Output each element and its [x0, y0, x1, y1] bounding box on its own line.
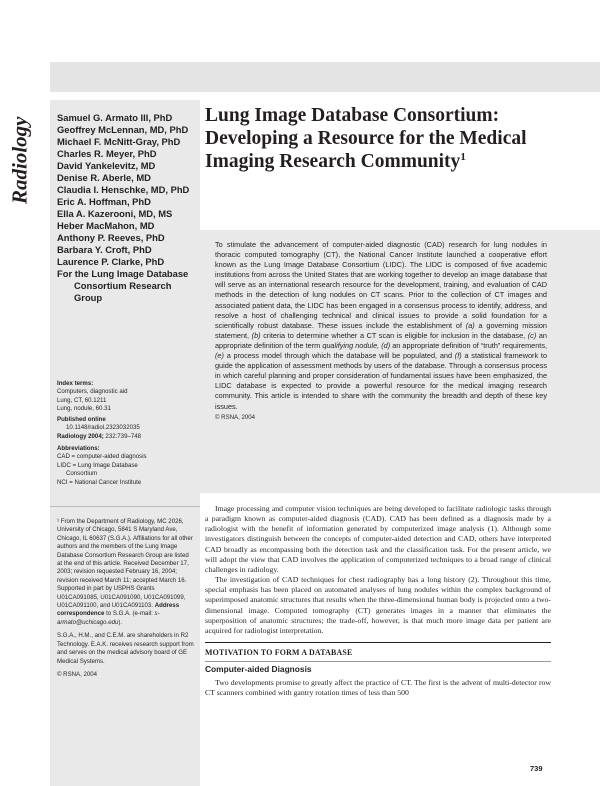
body-paragraph: Image processing and computer vision techniques are being developed to facilitate radiologic tasks through a paradigm known as computer-aided diagnosis (CAD). CAD has been defined as a diagnosis made by a radiologist with the benefit of information generated by computerized image analysis (1). Although some investigators distinguish between the concepts of computer-aided detection and CAD, others have interpreted CAD broadly as encompassing both the detection task and the classification task. For the present article, we will adopt the view that CAD involves the application of computerized techniques to a broad range of clinical challenges in radiology. — [205, 504, 551, 574]
abbreviations — [57, 445, 195, 487]
section-rule — [205, 661, 551, 662]
affiliation-note — [57, 518, 194, 627]
abbreviation: NCI = National Cancer Institute — [57, 478, 142, 486]
journal-name: Radiology — [7, 116, 32, 204]
author: Laurence P. Clarke, PhD — [57, 256, 165, 267]
abstract-part: a process model through which the database will be populated, and — [223, 351, 455, 361]
index-terms-heading: Index terms: — [57, 380, 94, 387]
address-label: Address correspondence — [57, 602, 180, 618]
abstract-part: an appropriate definition of the term — [215, 330, 547, 350]
abbreviation: CAD = computer-aided diagnosis — [57, 453, 147, 461]
abstract — [215, 240, 547, 422]
abstract-part: a statistical framework to guide the application of assessment methods by users of the database. Through a consensus process in which careful planning and proper consideration of fundamental issues have been emphasized, the LIDC database is expected to provide a powerful resource for the medical imaging research community. This article is intended to share with the community the breadth and depth of these key issues. — [215, 351, 547, 411]
abbreviation: LIDC = Lung Image Database — [57, 461, 138, 469]
disclosure: S.G.A., H.M., and C.E.M. are shareholders in R2 Technology. E.A.K. receives research support from and serves on the medical advisory board of GE Medical Systems. — [57, 632, 194, 665]
page-number: 739 — [530, 764, 543, 773]
author: Claudia I. Henschke, MD, PhD — [57, 184, 190, 195]
abstract-marker: (a) — [465, 320, 475, 330]
affiliation-text: ¹ From the Department of Radiology, MC 2026, University of Chicago, 5841 S Maryland Ave, Chicago, IL 60637 (S.G.A.). Affiliations for all other authors and the members of the Lung Image Database Consortium Research Group are listed at the end of this article. Received December 17, 2003; revision requested February 16, 2004; revision received March 11; accepted March 16. Supported in part by USPHS Grants U01CA091085, U01CA091090, U01CA091099, U01CA091100, and U01CA091103. — [57, 518, 193, 610]
abstract-marker: (f) — [454, 351, 462, 361]
doi: 10.1148/radiol.2323032035 — [66, 424, 140, 432]
author: Michael F. McNitt-Gray, PhD — [57, 136, 181, 147]
body-paragraph: The investigation of CAD techniques for chest radiography has a long history (2). Throughout this time, special emphasis has been placed on automated analyses of lung nodules within the complex background of superimposed anatomic structures that results when the three-dimensional human body is projected onto a two-dimensional image. Computed tomography (CT) generates images in a manner that eliminates the superposition of anatomic structures; the trade-off, however, is that much more image data per patient are acquired for radiologist interpretation. — [205, 575, 551, 635]
abstract-part: an appropriate definition of “truth” requirements, — [390, 340, 547, 350]
index-term: Computers, diagnostic aid — [57, 388, 128, 396]
index-terms — [57, 380, 195, 414]
subsection-heading: Computer-aided Diagnosis — [205, 664, 312, 675]
abstract-term: qualifying nodule, — [322, 340, 380, 350]
research-group: For the Lung Image Database Consortium Research Group — [57, 268, 189, 303]
sidebar-divider — [50, 506, 200, 507]
header-band — [50, 62, 600, 92]
abstract-marker: (b) — [251, 330, 261, 340]
abbreviations-heading: Abbreviations: — [57, 445, 100, 452]
abstract-marker: (c) — [527, 330, 537, 340]
email: s-armato@uchicago.edu — [57, 610, 160, 626]
footnote — [57, 518, 194, 679]
index-term: Lung, nodule, 60.31 — [57, 405, 111, 413]
author: Heber MacMahon, MD — [57, 220, 155, 231]
abstract-part: criteria to determine whether a CT scan is eligible for inclusion in the database, — [260, 330, 528, 340]
author: David Yankelevitz, MD — [57, 160, 156, 171]
index-term: Lung, CT, 60.1211 — [57, 396, 107, 404]
body-paragraph: Two developments promise to greatly affect the practice of CT. The first is the advent of multi-detector row CT scanners combined with gantry rotation times of less than 500 — [205, 678, 551, 698]
abstract-text — [215, 240, 547, 412]
title-footnote-marker: 1 — [460, 151, 466, 163]
author: Eric A. Hoffman, PhD — [57, 196, 151, 207]
abstract-part: a governing mission statement, — [215, 320, 547, 340]
abstract-part: To stimulate the advancement of computer-aided diagnostic (CAD) research for lung nodules in thoracic computed tomography (CT), the National Cancer Institute launched a cooperative effort known as the Lung Image Database Consortium (LIDC). The LIDC is composed of five academic institutions from across the United States that are working together to develop an image database that will serve as an international research resource for the development, training, and evaluation of CAD methods in the detection of lung nodules on CT scans. Prior to the collection of CT images and associated patient data, the LIDC has been engaged in a consensus process to identify, address, and resolve a host of challenging technical and clinical issues to provide a solid foundation for a scientifically robust database. These issues include the establishment of — [215, 240, 547, 330]
author-list — [57, 112, 207, 304]
publication-info — [57, 416, 195, 441]
author: Geoffrey McLennan, MD, PhD — [57, 124, 189, 135]
footnote-copyright: © RSNA, 2004 — [57, 670, 98, 678]
citation: 232:739–748 — [103, 432, 142, 440]
section-rule — [205, 642, 551, 643]
address-end: ). — [118, 618, 123, 626]
abbreviation-cont: Consortium — [66, 470, 98, 478]
abstract-marker: (e) — [215, 351, 224, 361]
citation-label: Radiology 2004; — [57, 432, 104, 440]
author: Ella A. Kazerooni, MD, MS — [57, 208, 173, 219]
address-text: to S.G.A. (e-mail: — [104, 610, 155, 618]
author: Barbara Y. Croft, PhD — [57, 244, 152, 255]
author: Anthony P. Reeves, PhD — [57, 232, 165, 243]
author: Samuel G. Armato III, PhD — [57, 112, 173, 123]
title-text: Lung Image Database Consortium: Developing a Resource for the Medical Imaging Research Community — [205, 105, 527, 172]
author: Denise R. Aberle, MD — [57, 172, 151, 183]
abstract-copyright: © RSNA, 2004 — [215, 413, 256, 421]
published-heading: Published online — [57, 416, 106, 423]
author: Charles R. Meyer, PhD — [57, 148, 157, 159]
abstract-marker: (d) — [381, 340, 391, 350]
section-heading: MOTIVATION TO FORM A DATABASE — [205, 648, 353, 658]
article-title — [205, 104, 545, 173]
article-body — [205, 504, 551, 698]
